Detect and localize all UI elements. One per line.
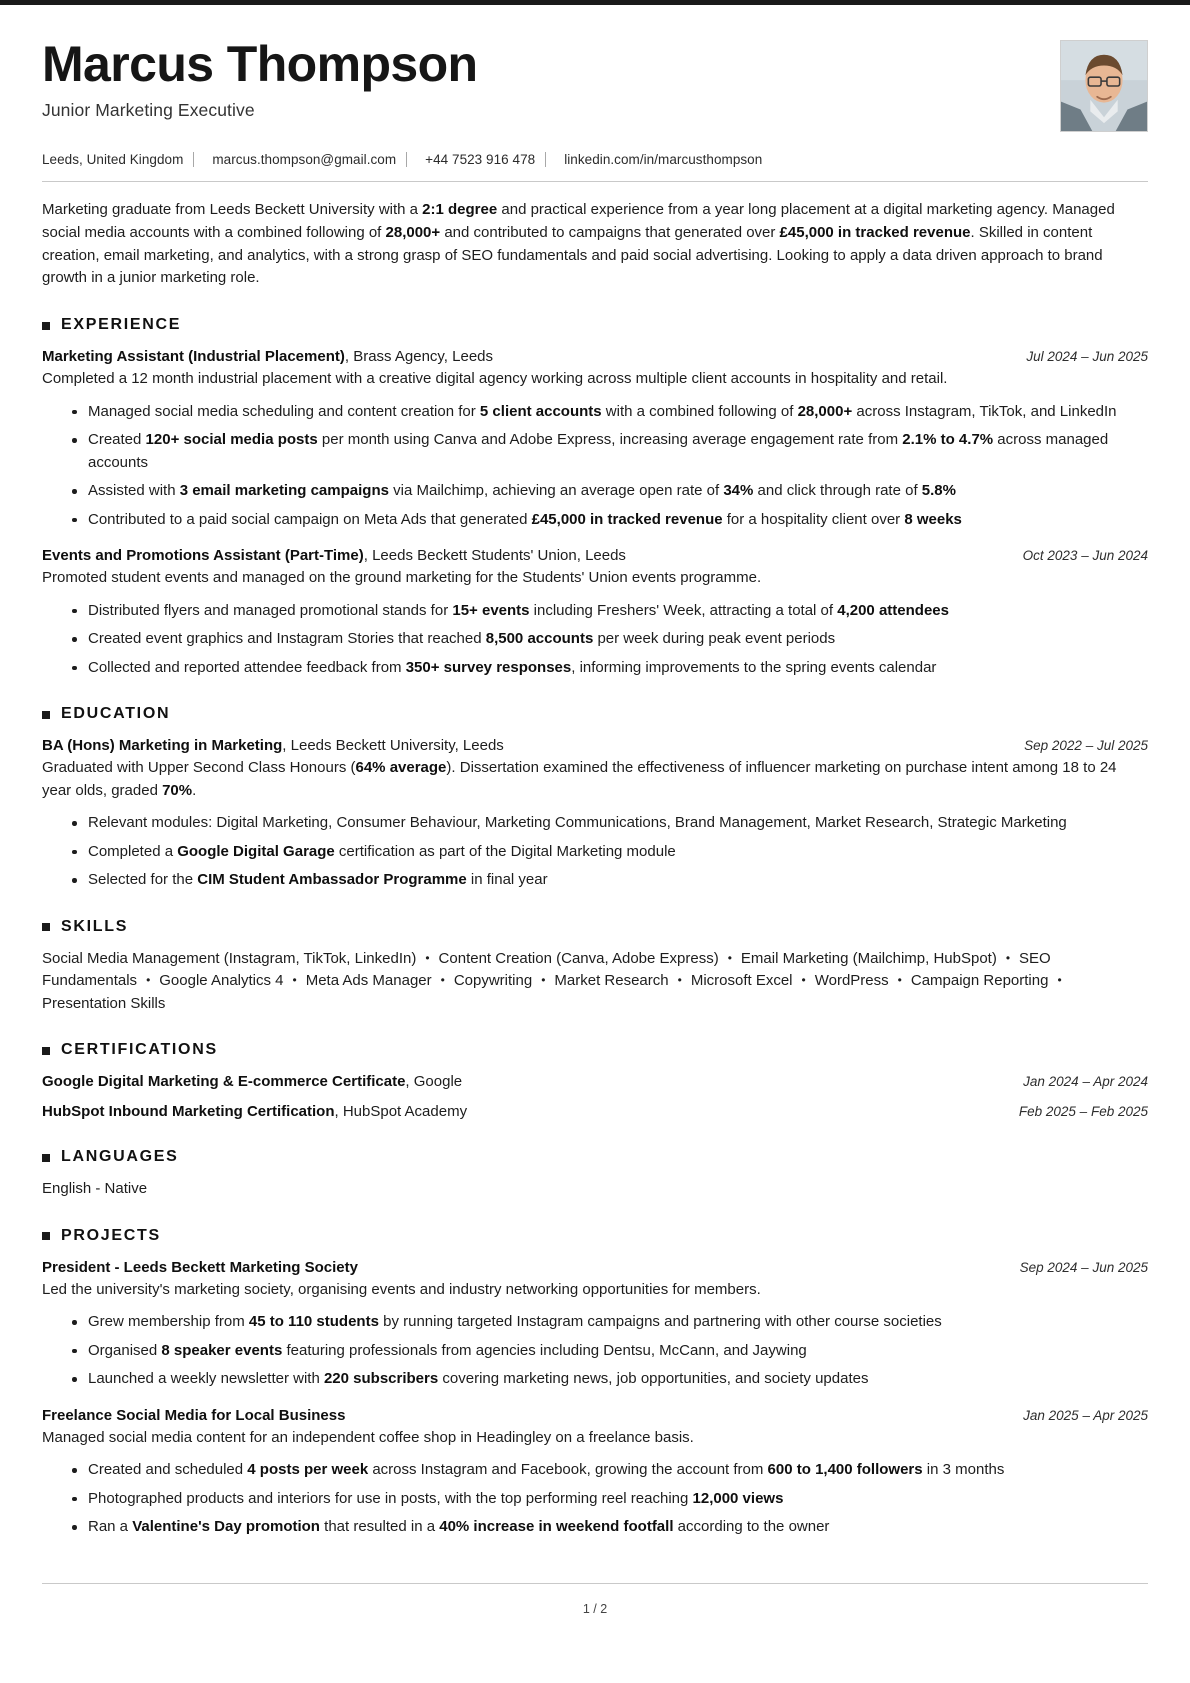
contact-divider <box>193 152 194 167</box>
entry-date-range: Sep 2024 – Jun 2025 <box>1019 1259 1148 1275</box>
education-entries <box>42 735 1148 892</box>
body-text: Led the university's marketing society, organising events and industry networking opportunities for members. <box>42 1280 761 1298</box>
emphasis-text: 220 subscribers <box>323 1370 439 1388</box>
section-skills <box>42 918 1148 1016</box>
contact-bar <box>42 152 1148 167</box>
body-text: Completed a 12 month industrial placement with a creative digital agency working across multiple client accounts in hospitality and retail. <box>42 370 948 388</box>
resume-entry <box>42 545 1148 679</box>
emphasis-text: CIM Student Ambassador Programme <box>197 871 467 889</box>
body-text: Photographed products and interiors for use in posts, with the top performing reel reaching <box>88 1489 693 1507</box>
resume-entry <box>42 735 1148 892</box>
emphasis-text: 4 posts per week <box>247 1461 369 1479</box>
emphasis-text: Google Digital Garage <box>177 842 335 860</box>
emphasis-text: 15+ events <box>452 601 530 619</box>
skill-item: Copywriting <box>453 972 533 990</box>
skill-separator-icon: • <box>897 973 902 988</box>
certification-title <box>42 1101 467 1122</box>
entry-header-row <box>42 735 1148 756</box>
emphasis-text: 5.8% <box>921 482 956 500</box>
emphasis-text: 28,000+ <box>797 402 853 420</box>
skills-list <box>42 948 1148 1016</box>
body-text: and practical experience from a year long placement at a digital marketing agency. Managed social media accounts with a combined following of <box>42 201 1115 241</box>
body-text: covering marketing news, job opportunities, and society updates <box>438 1370 869 1388</box>
body-text: Marketing graduate from Leeds Beckett University with a <box>42 201 423 218</box>
languages-body: English - Native <box>42 1180 148 1198</box>
body-text: Created event graphics and Instagram Stories that reached <box>88 630 486 648</box>
page-title: Marcus Thompson <box>42 36 478 92</box>
skill-item: Presentation Skills <box>42 994 166 1012</box>
emphasis-text: 600 to 1,400 followers <box>767 1461 923 1479</box>
body-text: . Skilled in content creation, email marketing, and analytics, with a strong grasp of SEO fundamentals and paid social advertising. Looking to apply a data driven approach to brand growth in a junior marketing role. <box>42 223 1103 287</box>
list-item <box>72 1340 1148 1363</box>
emphasis-text: 12,000 views <box>692 1489 784 1507</box>
entry-date-range: Jan 2025 – Apr 2025 <box>1023 1407 1148 1423</box>
body-text: per month using Canva and Adobe Express, increasing average engagement rate from <box>317 431 903 449</box>
entry-bullet-list <box>42 1459 1148 1539</box>
square-bullet-icon <box>42 1047 50 1055</box>
entry-title <box>42 346 493 367</box>
section-title: PROJECTS <box>61 1226 161 1244</box>
project-entries <box>42 1257 1148 1539</box>
skill-item: Meta Ads Manager <box>305 972 432 990</box>
body-text: Relevant modules: Digital Marketing, Consumer Behaviour, Marketing Communications, Brand Management, Market Research, Strategic Marketing <box>88 814 1067 832</box>
skill-separator-icon: • <box>440 973 445 988</box>
entry-title-primary: BA (Hons) Marketing in Marketing <box>42 737 283 755</box>
skill-item: SEO Fundamentals <box>42 949 1051 990</box>
emphasis-text: 8 weeks <box>904 510 962 528</box>
entry-title-secondary: , Brass Agency, Leeds <box>344 348 493 366</box>
list-item <box>72 841 1148 864</box>
emphasis-text: 5 client accounts <box>479 402 602 420</box>
skill-separator-icon: • <box>292 973 297 988</box>
emphasis-text: 120+ social media posts <box>145 431 318 449</box>
list-item <box>72 812 1148 835</box>
body-text: Ran a <box>88 1518 133 1536</box>
body-text: Contributed to a paid social campaign on Meta Ads that generated <box>88 510 532 528</box>
entry-header-row <box>42 545 1148 566</box>
certification-date-range: Jan 2024 – Apr 2024 <box>1023 1074 1148 1090</box>
resume-entry <box>42 346 1148 531</box>
list-item <box>72 401 1148 424</box>
list-item <box>72 600 1148 623</box>
certification-issuer: , Google <box>405 1073 463 1091</box>
skill-item: Social Media Management (Instagram, TikTok, LinkedIn) <box>42 949 417 967</box>
emphasis-text: 3 email marketing campaigns <box>179 482 389 500</box>
entry-bullet-list <box>42 401 1148 532</box>
body-text: featuring professionals from agencies including Dentsu, McCann, and Jaywing <box>282 1341 807 1359</box>
skill-separator-icon: • <box>425 950 430 965</box>
body-text: Completed a <box>88 842 178 860</box>
header-divider <box>42 181 1148 182</box>
entry-header-row <box>42 1405 1148 1426</box>
certification-rows <box>42 1071 1148 1122</box>
entry-title-primary: Marketing Assistant (Industrial Placement) <box>42 348 345 366</box>
entry-description <box>42 368 1148 391</box>
certification-name: HubSpot Inbound Marketing Certification <box>42 1103 335 1121</box>
entry-date-range: Jul 2024 – Jun 2025 <box>1026 349 1148 365</box>
entry-description <box>42 1279 1148 1302</box>
emphasis-text: 34% <box>723 482 754 500</box>
body-text: in 3 months <box>922 1461 1005 1479</box>
entry-description <box>42 757 1148 802</box>
body-text: and contributed to campaigns that generated over <box>440 223 780 241</box>
body-text: according to the owner <box>673 1518 830 1536</box>
contact-divider <box>545 152 546 167</box>
entry-header-row <box>42 346 1148 367</box>
experience-entries <box>42 346 1148 679</box>
emphasis-text: 70% <box>162 781 193 799</box>
section-education <box>42 705 1148 892</box>
contact-divider <box>406 152 407 167</box>
entry-description <box>42 1427 1148 1450</box>
list-item <box>72 1459 1148 1482</box>
body-text: . <box>192 781 197 799</box>
skill-item: Microsoft Excel <box>690 972 793 990</box>
entry-title <box>42 1405 345 1426</box>
section-header <box>42 1041 1148 1059</box>
list-item <box>72 509 1148 532</box>
section-experience <box>42 316 1148 679</box>
entry-bullet-list <box>42 1311 1148 1391</box>
certification-title <box>42 1071 462 1092</box>
emphasis-text: 28,000+ <box>385 223 441 241</box>
list-item <box>72 1311 1148 1334</box>
section-header <box>42 316 1148 334</box>
skill-item: Google Analytics 4 <box>159 972 284 990</box>
emphasis-text: 45 to 110 students <box>248 1313 379 1331</box>
body-text: Managed social media content for an independent coffee shop in Headingley on a freelance basis. <box>42 1428 694 1446</box>
section-title: CERTIFICATIONS <box>61 1041 218 1059</box>
body-text: that resulted in a <box>319 1518 440 1536</box>
resume-entry <box>42 1257 1148 1391</box>
professional-summary <box>42 199 1148 290</box>
body-text: certification as part of the Digital Marketing module <box>334 842 676 860</box>
entry-date-range: Oct 2023 – Jun 2024 <box>1022 548 1148 564</box>
contact-linkedin[interactable]: linkedin.com/in/marcusthompson <box>564 152 763 167</box>
body-text: Organised <box>88 1341 162 1359</box>
contact-email[interactable]: marcus.thompson@gmail.com <box>212 152 397 167</box>
emphasis-text: 2.1% to 4.7% <box>902 431 994 449</box>
section-certifications <box>42 1041 1148 1122</box>
emphasis-text: 40% increase in weekend footfall <box>439 1518 674 1536</box>
body-text: , informing improvements to the spring events calendar <box>571 658 937 676</box>
skill-item: Campaign Reporting <box>910 972 1049 990</box>
list-item <box>72 1516 1148 1539</box>
emphasis-text: 4,200 attendees <box>837 601 949 619</box>
body-text: in final year <box>466 871 548 889</box>
certification-name: Google Digital Marketing & E-commerce Certificate <box>42 1073 406 1091</box>
certification-row <box>42 1101 1148 1122</box>
emphasis-text: 8,500 accounts <box>485 630 594 648</box>
emphasis-text: 64% average <box>355 759 447 777</box>
square-bullet-icon <box>42 711 50 719</box>
body-text: Grew membership from <box>88 1313 249 1331</box>
entry-date-range: Sep 2022 – Jul 2025 <box>1024 738 1148 754</box>
entry-title-primary: Freelance Social Media for Local Business <box>42 1406 346 1424</box>
list-item <box>72 1368 1148 1391</box>
section-header <box>42 1227 1148 1245</box>
body-text: across Instagram and Facebook, growing the account from <box>368 1461 768 1479</box>
body-text: for a hospitality client over <box>722 510 905 528</box>
body-text: Created <box>88 431 146 449</box>
section-header <box>42 1148 1148 1166</box>
body-text: including Freshers' Week, attracting a total of <box>529 601 838 619</box>
entry-title <box>42 1257 358 1278</box>
contact-location: Leeds, United Kingdom <box>42 152 184 167</box>
certification-date-range: Feb 2025 – Feb 2025 <box>1018 1104 1148 1120</box>
square-bullet-icon <box>42 1154 50 1162</box>
skill-item: WordPress <box>814 972 889 990</box>
body-text: Selected for the <box>88 871 198 889</box>
skill-separator-icon: • <box>541 973 546 988</box>
body-text: Launched a weekly newsletter with <box>88 1370 324 1388</box>
entry-title-primary: Events and Promotions Assistant (Part-Time) <box>42 547 364 565</box>
body-text: across Instagram, TikTok, and LinkedIn <box>852 402 1117 420</box>
emphasis-text: £45,000 in tracked revenue <box>531 510 723 528</box>
entry-description <box>42 567 1148 590</box>
square-bullet-icon <box>42 1232 50 1240</box>
certification-row <box>42 1071 1148 1092</box>
body-text: Managed social media scheduling and content creation for <box>88 402 480 420</box>
body-text: Assisted with <box>88 482 180 500</box>
entry-bullet-list <box>42 812 1148 892</box>
entry-title-secondary: , Leeds Beckett Students' Union, Leeds <box>363 547 626 565</box>
skill-separator-icon: • <box>727 950 732 965</box>
emphasis-text: 2:1 degree <box>422 201 498 218</box>
entry-title-secondary: , Leeds Beckett University, Leeds <box>282 737 504 755</box>
body-text: by running targeted Instagram campaigns and partnering with other course societies <box>378 1313 942 1331</box>
section-title: SKILLS <box>61 917 129 935</box>
emphasis-text: 350+ survey responses <box>405 658 572 676</box>
skill-separator-icon: • <box>1005 950 1011 965</box>
resume-header <box>42 34 1148 132</box>
list-item <box>72 480 1148 503</box>
header-text-block <box>42 34 1060 121</box>
skill-separator-icon: • <box>677 973 682 988</box>
contact-phone[interactable]: +44 7523 916 478 <box>425 152 536 167</box>
avatar-illustration <box>1061 41 1147 131</box>
job-role-subtitle: Junior Marketing Executive <box>42 100 255 120</box>
skill-item: Market Research <box>554 972 669 990</box>
list-item <box>72 657 1148 680</box>
certification-issuer: , HubSpot Academy <box>334 1103 468 1121</box>
body-text: ). Dissertation examined the effectiveness of influencer marketing on purchase intent among 18 to 24 year olds, graded <box>42 759 1117 799</box>
skill-item: Email Marketing (Mailchimp, HubSpot) <box>740 949 997 967</box>
body-text: Collected and reported attendee feedback from <box>88 658 406 676</box>
skill-separator-icon: • <box>1057 973 1062 988</box>
skill-separator-icon: • <box>146 973 151 988</box>
section-title: EDUCATION <box>61 705 171 723</box>
section-projects <box>42 1227 1148 1539</box>
entry-title <box>42 735 504 756</box>
list-item <box>72 1488 1148 1511</box>
body-text: Graduated with Upper Second Class Honours ( <box>42 759 356 777</box>
section-title: LANGUAGES <box>61 1148 179 1166</box>
body-text: Distributed flyers and managed promotional stands for <box>88 601 453 619</box>
list-item <box>72 628 1148 651</box>
body-text: per week during peak event periods <box>593 630 836 648</box>
top-accent-bar <box>0 0 1190 5</box>
emphasis-text: 8 speaker events <box>161 1341 283 1359</box>
section-header <box>42 918 1148 936</box>
square-bullet-icon <box>42 923 50 931</box>
skill-item: Content Creation (Canva, Adobe Express) <box>438 949 719 967</box>
entry-title-primary: President - Leeds Beckett Marketing Society <box>42 1258 358 1276</box>
body-text: and click through rate of <box>753 482 922 500</box>
page-indicator: 1 / 2 <box>582 1601 608 1616</box>
body-text: Promoted student events and managed on the ground marketing for the Students' Union events programme. <box>42 569 762 587</box>
avatar <box>1060 40 1148 132</box>
body-text: via Mailchimp, achieving an average open rate of <box>388 482 724 500</box>
entry-header-row <box>42 1257 1148 1278</box>
list-item <box>72 429 1148 474</box>
skill-separator-icon: • <box>801 973 806 988</box>
square-bullet-icon <box>42 322 50 330</box>
list-item <box>72 869 1148 892</box>
section-header <box>42 705 1148 723</box>
entry-bullet-list <box>42 600 1148 680</box>
body-text: across managed accounts <box>88 431 1109 471</box>
emphasis-text: £45,000 in tracked revenue <box>779 223 971 241</box>
section-languages <box>42 1148 1148 1201</box>
emphasis-text: Valentine's Day promotion <box>132 1518 320 1536</box>
body-text: with a combined following of <box>601 402 798 420</box>
section-title: EXPERIENCE <box>61 316 182 334</box>
resume-entry <box>42 1405 1148 1539</box>
body-text: Created and scheduled <box>88 1461 248 1479</box>
entry-title <box>42 545 626 566</box>
